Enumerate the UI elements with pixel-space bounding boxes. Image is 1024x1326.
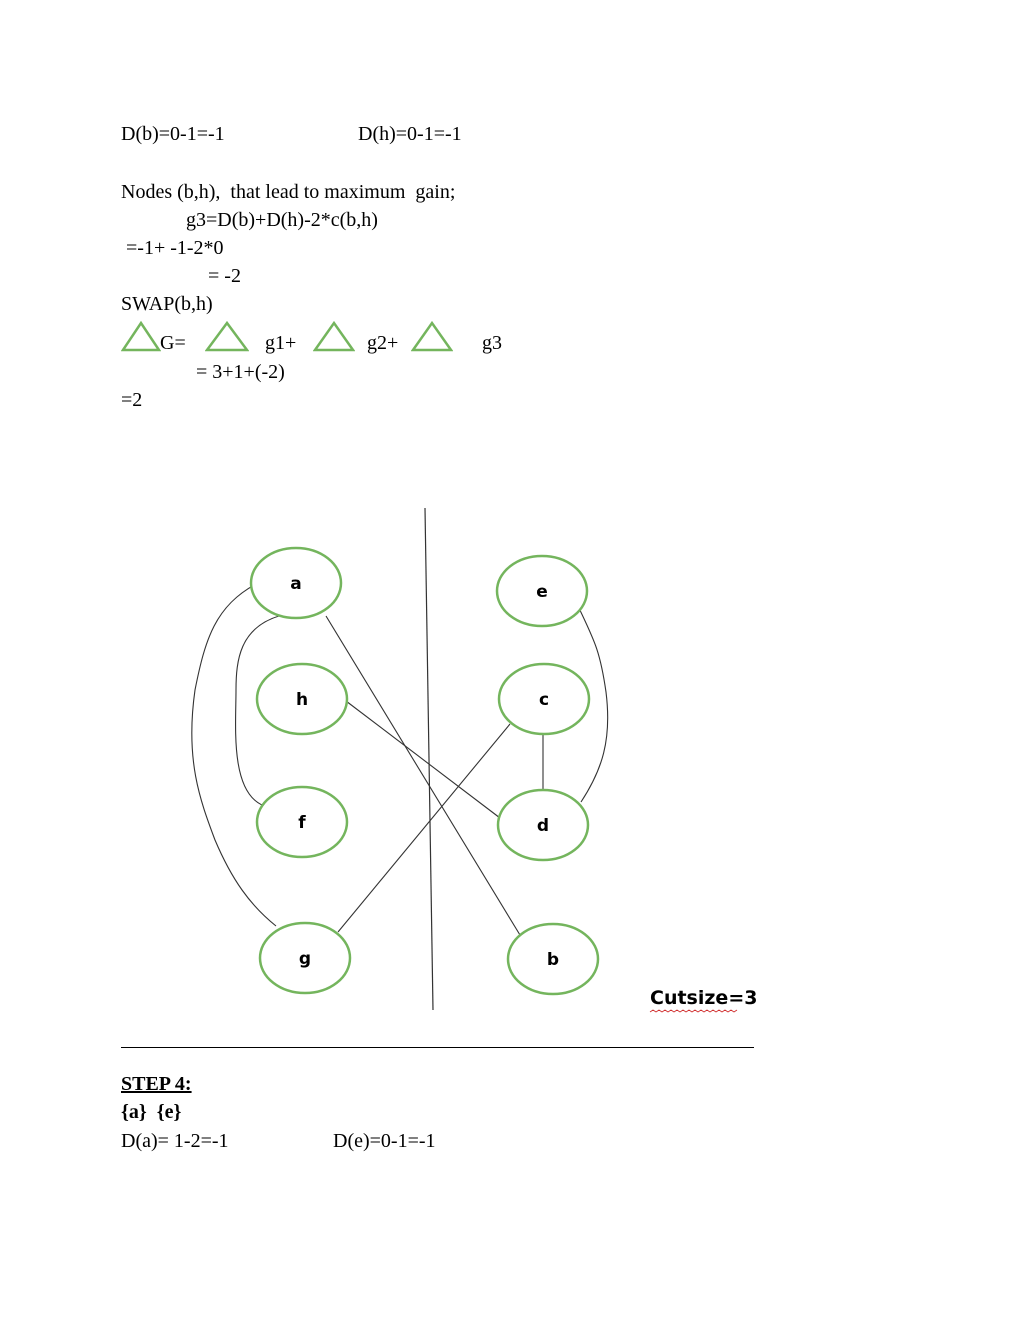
d-a-value: D(a)= 1-2=-1 [121,1130,229,1152]
delta-g-label: G= [160,332,186,354]
cutsize-label: Cutsize=3 [650,987,758,1009]
g3-term: g3 [482,332,502,354]
d-h-value: D(h)=0-1=-1 [358,123,462,145]
node-g-label: g [298,949,312,969]
node-a-label: a [290,574,302,594]
sum-calculation: = 3+1+(-2) [196,361,285,383]
node-a [251,548,341,618]
d-e-value: D(e)=0-1=-1 [333,1130,436,1152]
swap-text: SWAP(b,h) [121,293,213,315]
node-c-label: c [538,690,550,710]
node-b-label: b [546,950,560,970]
node-b [508,924,598,994]
node-e-label: e [536,582,548,602]
edge-a-b [326,616,520,935]
section-divider [121,1047,754,1048]
step4-heading: STEP 4: [121,1073,192,1095]
g3-result: = -2 [208,265,241,287]
node-d [498,790,588,860]
node-d-label: d [536,816,550,836]
node-g [260,923,350,993]
sum-result: =2 [121,389,143,411]
graph-edges [192,583,608,935]
edge-h-d [346,701,500,818]
d-b-value: D(b)=0-1=-1 [121,123,225,145]
node-f-label: f [298,813,306,833]
g2-term: g2+ [367,332,399,354]
edge-a-g [192,583,276,926]
node-e [497,556,587,626]
g1-term: g1+ [265,332,297,354]
node-h [257,664,347,734]
nodes-max-gain-text: Nodes (b,h), that lead to maximum gain; [121,181,456,203]
edge-g-c [338,724,510,932]
node-f [257,787,347,857]
g3-calculation: =-1+ -1-2*0 [121,237,224,259]
spellcheck-underline [650,1010,737,1012]
node-c [499,664,589,734]
step4-sets: {a} {e} [121,1101,182,1123]
node-h-label: h [295,690,309,710]
graph-nodes [251,548,598,994]
partition-cut-line [425,508,433,1010]
g3-formula: g3=D(b)+D(h)-2*c(b,h) [186,209,378,231]
